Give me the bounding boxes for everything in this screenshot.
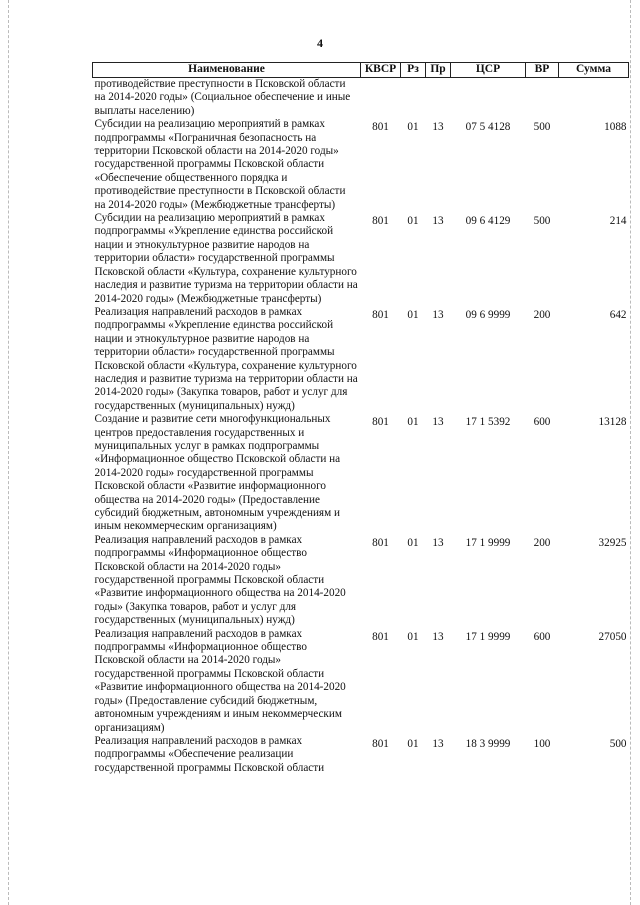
row-rz: 01 bbox=[407, 536, 419, 549]
header-rz: Рз bbox=[401, 63, 426, 78]
row-rz bbox=[401, 78, 426, 119]
row-kvsr: 801 bbox=[372, 416, 389, 429]
row-pr: 13 bbox=[432, 737, 444, 750]
row-csr: 17 1 9999 bbox=[465, 630, 511, 643]
row-sum: 32925 bbox=[598, 536, 627, 549]
row-rz: 01 bbox=[407, 737, 419, 750]
row-kvsr: 801 bbox=[372, 737, 389, 750]
table-row bbox=[93, 78, 629, 119]
row-name: Реализация направлений расходов в рамках подпрограммы «Информационное общество Псковской области на 2014-2020 годы» государственной программы Псковской области «Развитие информационного общества на 2014-2020 годы» (Предоставление субсидий бюджетным, автономным учреждениям и иным некоммерческим организациям) bbox=[94, 627, 346, 734]
header-pr: Пр bbox=[426, 63, 451, 78]
row-csr: 09 6 9999 bbox=[465, 308, 511, 321]
row-csr bbox=[451, 78, 526, 119]
table-row bbox=[93, 306, 629, 413]
row-csr: 18 3 9999 bbox=[465, 737, 511, 750]
table-row bbox=[93, 118, 629, 212]
row-kvsr: 801 bbox=[372, 121, 389, 134]
row-vr: 500 bbox=[533, 215, 551, 228]
row-pr: 13 bbox=[432, 416, 444, 429]
header-csr: ЦСР bbox=[451, 63, 526, 78]
row-pr: 13 bbox=[432, 308, 444, 321]
table-row bbox=[93, 735, 629, 775]
header-vr: ВР bbox=[526, 63, 559, 78]
row-kvsr: 801 bbox=[372, 630, 389, 643]
row-pr: 13 bbox=[432, 630, 444, 643]
row-name: Реализация направлений расходов в рамках подпрограммы «Обеспечение реализации государственной программы Псковской области bbox=[94, 734, 325, 774]
row-csr: 17 1 9999 bbox=[465, 536, 511, 549]
row-vr: 500 bbox=[533, 121, 551, 134]
row-name: Субсидии на реализацию мероприятий в рамках подпрограммы «Пограничная безопасность на территории Псковской области на 2014-2020 годы» государственной программы Псковской области «Обеспечение общественного порядка и противодействие преступности в Псковской области на 2014-2020 годы» (Межбюджетные трансферты) bbox=[94, 118, 346, 211]
row-pr: 13 bbox=[432, 536, 444, 549]
row-csr: 09 6 4129 bbox=[465, 215, 511, 228]
row-name: Реализация направлений расходов в рамках подпрограммы «Информационное общество Псковской области на 2014-2020 годы» государственной программы Псковской области «Развитие информационного общества на 2014-2020 годы» (Закупка товаров, работ и услуг для государственных (муниципальных) нужд) bbox=[94, 533, 346, 627]
row-pr: 13 bbox=[432, 121, 444, 134]
row-sum: 642 bbox=[609, 308, 627, 321]
header-kvsr: КВСР bbox=[361, 63, 401, 78]
header-sum: Сумма bbox=[559, 63, 629, 78]
row-sum: 13128 bbox=[598, 416, 627, 429]
row-vr: 200 bbox=[533, 308, 551, 321]
row-name: Субсидии на реализацию мероприятий в рамках подпрограммы «Укрепление единства российской нации и этнокультурное развитие народов на территории области» государственной программы Псковской области «Культура, сохранение культурного наследия и развитие туризма на территории области на 2014-2020 годы» (Межбюджетные трансферты) bbox=[94, 212, 358, 305]
row-sum: 500 bbox=[609, 737, 627, 750]
row-sum: 27050 bbox=[598, 630, 627, 643]
row-pr: 13 bbox=[432, 215, 444, 228]
table-header-row bbox=[93, 63, 629, 78]
row-sum bbox=[559, 78, 629, 119]
row-name: Реализация направлений расходов в рамках подпрограммы «Укрепление единства российской нации и этнокультурное развитие народов на территории области» государственной программы Псковской области «Культура, сохранение культурного наследия и развитие туризма на территории области на 2014-2020 годы» (Закупка товаров, работ и услуг для государственных (муниципальных) нужд) bbox=[94, 305, 358, 412]
row-vr: 600 bbox=[533, 630, 551, 643]
page-number: 4 bbox=[317, 36, 323, 50]
table-row bbox=[93, 628, 629, 735]
table-row bbox=[93, 413, 629, 534]
row-pr bbox=[426, 78, 451, 119]
scan-edge-left bbox=[8, 0, 10, 905]
row-rz: 01 bbox=[407, 308, 419, 321]
row-name: Создание и развитие сети многофункциональных центров предоставления государственных и муниципальных услуг в рамках подпрограммы «Информационное общество Псковской области на 2014-2020 годы» государственной программы Псковской области «Развитие информационного общества на 2014-2020 годы» (Предоставление субсидий бюджетным, автономным учреждениям и иным некоммерческим организациям) bbox=[94, 413, 341, 533]
row-csr: 07 5 4128 bbox=[465, 121, 511, 134]
row-rz: 01 bbox=[407, 215, 419, 228]
row-vr bbox=[526, 78, 559, 119]
row-kvsr: 801 bbox=[372, 215, 389, 228]
scan-edge-right bbox=[630, 0, 632, 905]
row-rz: 01 bbox=[407, 630, 419, 643]
row-sum: 1088 bbox=[604, 121, 627, 134]
row-vr: 200 bbox=[533, 536, 551, 549]
row-vr: 100 bbox=[533, 737, 551, 750]
row-rz: 01 bbox=[407, 416, 419, 429]
row-vr: 600 bbox=[533, 416, 551, 429]
row-name: противодействие преступности в Псковской области на 2014-2020 годы» (Социальное обеспечение и иные выплаты населению) bbox=[94, 78, 351, 117]
budget-table bbox=[92, 62, 629, 775]
row-kvsr: 801 bbox=[372, 308, 389, 321]
row-kvsr: 801 bbox=[372, 536, 389, 549]
row-sum: 214 bbox=[609, 215, 627, 228]
header-name: Наименование bbox=[93, 63, 361, 78]
row-rz: 01 bbox=[407, 121, 419, 134]
row-csr: 17 1 5392 bbox=[465, 416, 511, 429]
table-row bbox=[93, 534, 629, 628]
row-kvsr bbox=[361, 78, 401, 119]
table-row bbox=[93, 212, 629, 306]
